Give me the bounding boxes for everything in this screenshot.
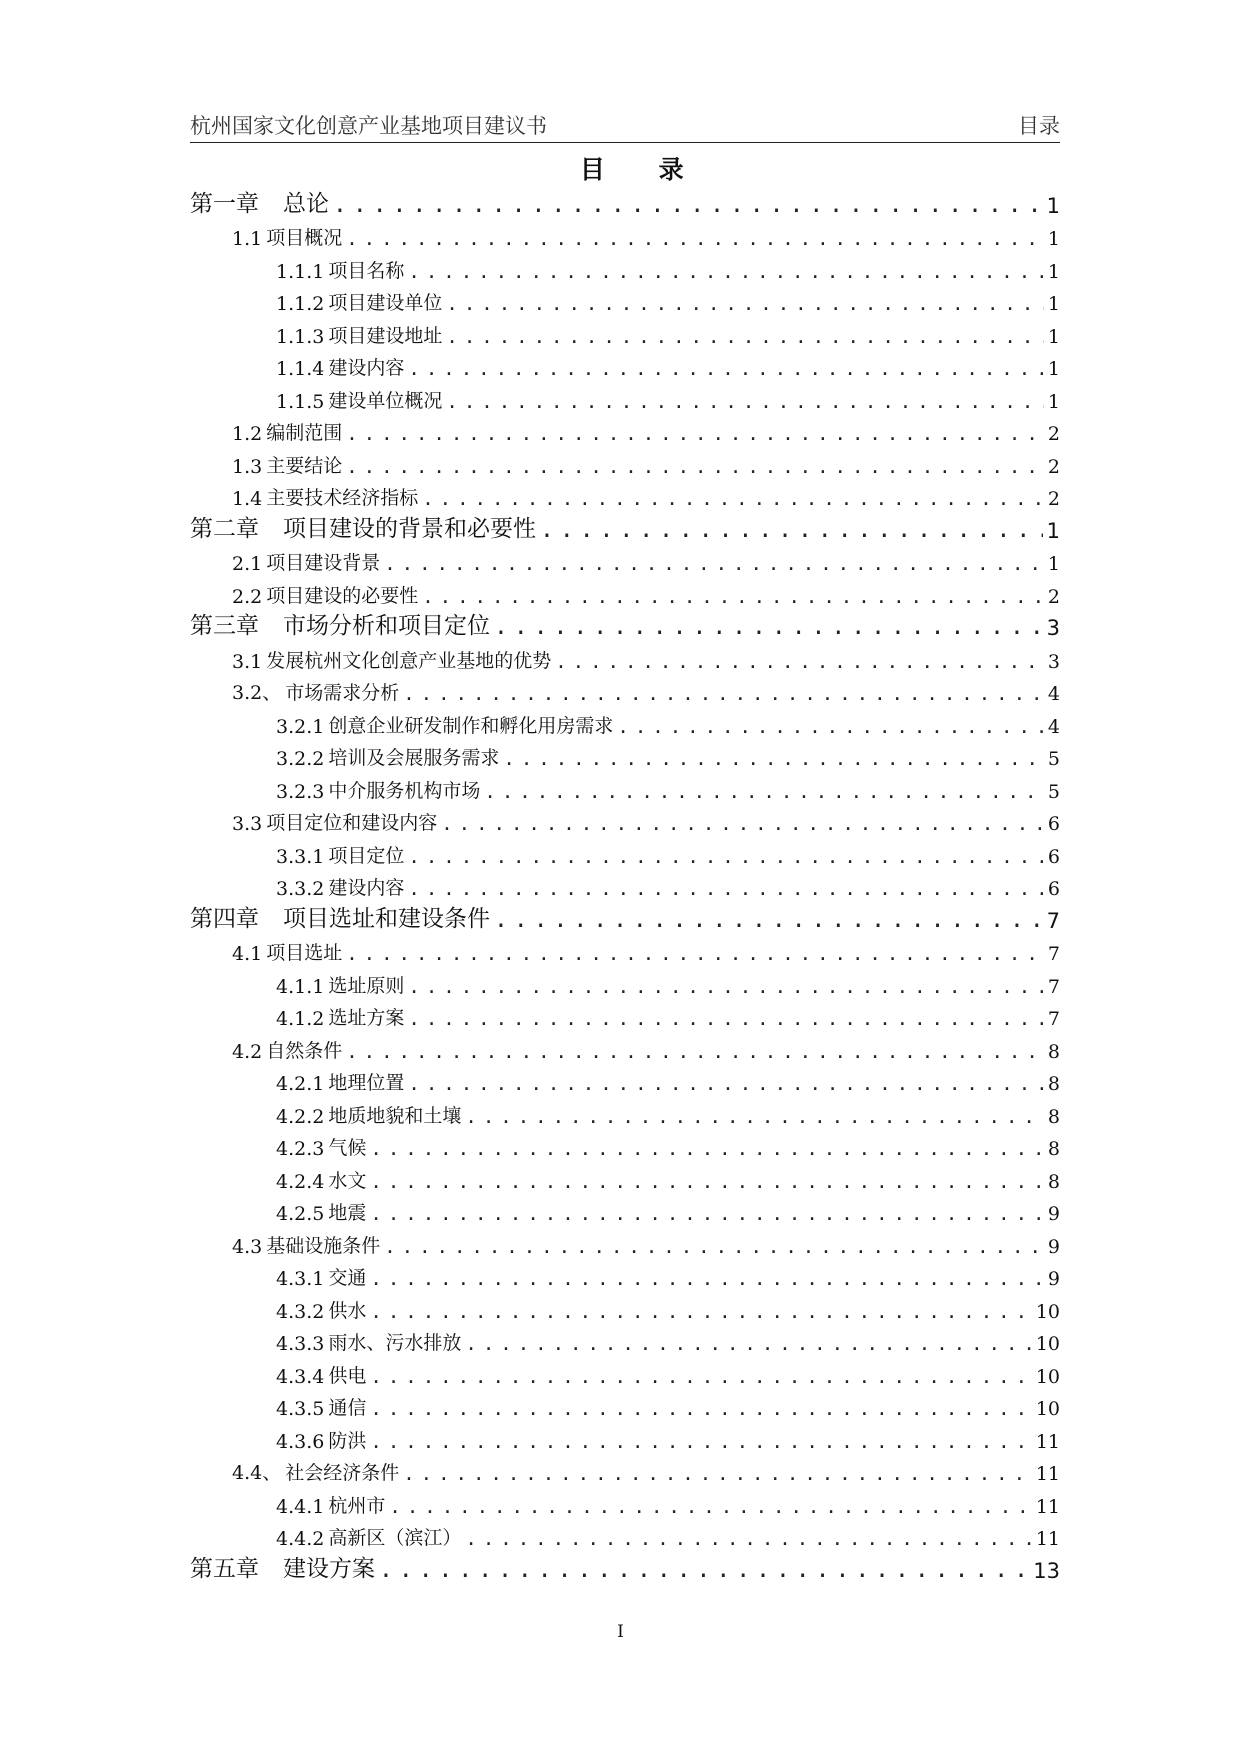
toc-entry-title: 水文 (328, 1169, 367, 1192)
toc-entry-page: 11 (1035, 1463, 1060, 1485)
toc-leader-dots (408, 1008, 1044, 1030)
toc-entry-title: 项目选址 (266, 942, 343, 964)
toc-leader-dots (422, 488, 1044, 510)
toc-leader-dots (617, 716, 1044, 738)
toc-entry-page: 2 (1047, 455, 1060, 478)
toc-entry-title: 供水 (328, 1299, 367, 1322)
toc-entry-number: 1.2 (232, 423, 263, 445)
toc-leader-dots (346, 943, 1044, 965)
toc-leader-dots (389, 1496, 1031, 1518)
toc-entry[interactable] (190, 835, 1060, 868)
toc-entry-number: 1.1 (232, 228, 263, 250)
toc-leader-dots (465, 1528, 1031, 1550)
toc-entry-page: 1 (1047, 260, 1060, 283)
toc-entry-number: 4.2.2 (276, 1105, 325, 1128)
toc-leader-dots (408, 846, 1044, 868)
toc-leader-dots (540, 517, 1043, 543)
toc-entry[interactable] (190, 1453, 1060, 1486)
toc-entry-page: 9 (1047, 1203, 1060, 1225)
toc-entry-number: 4.3.2 (276, 1300, 325, 1323)
toc-entry-number: 3.2.3 (276, 780, 325, 803)
toc-entry-title: 建设内容 (328, 877, 405, 899)
toc-entry-title: 通信 (328, 1397, 367, 1419)
toc-entry-page: 1 (1047, 293, 1060, 315)
toc-entry[interactable] (190, 1420, 1060, 1453)
toc-entry-page: 2 (1047, 423, 1060, 445)
toc-leader-dots (408, 1073, 1044, 1095)
toc-entry-number: 3.3.1 (276, 845, 325, 868)
toc-entry-title: 发展杭州文化创意产业基地的优势 (266, 649, 552, 672)
toc-entry-page: 9 (1047, 1235, 1060, 1258)
toc-leader-dots (370, 1138, 1044, 1160)
toc-entry[interactable] (190, 998, 1060, 1031)
toc-entry-page: 1 (1047, 228, 1060, 250)
toc-entry-number: 4.3 (232, 1235, 263, 1258)
toc-entry[interactable] (190, 1193, 1060, 1226)
toc-entry[interactable] (190, 250, 1060, 283)
toc-entry-title: 社会经济条件 (285, 1462, 400, 1484)
toc-entry-page: 8 (1047, 1105, 1060, 1128)
toc-entry-page: 2 (1047, 488, 1060, 510)
toc-entry-title: 建设方案 (283, 1555, 375, 1582)
toc-entry[interactable] (190, 1355, 1060, 1388)
toc-entry-page: 1 (1047, 390, 1060, 413)
toc-leader-dots (370, 1268, 1044, 1290)
toc-entry-title: 项目建设背景 (266, 552, 381, 574)
toc-leader-dots (446, 391, 1044, 413)
toc-entry-page: 1 (1046, 193, 1060, 218)
toc-entry-number: 第一章 (190, 190, 259, 217)
document-title: 杭州国家文化创意产业基地项目建议书 (190, 114, 547, 138)
toc-entry-number: 4.4.2 (276, 1528, 325, 1550)
toc-leader-dots (465, 1333, 1031, 1355)
page-number: I (617, 1622, 624, 1642)
toc-leader-dots (384, 553, 1044, 575)
toc-entry-title: 项目名称 (328, 259, 405, 282)
toc-entry-number: 4.1.1 (276, 975, 325, 998)
toc-entry-title: 项目定位 (328, 844, 405, 867)
toc-entry[interactable] (190, 1160, 1060, 1193)
toc-entry-number: 1.4 (232, 488, 263, 510)
toc-entry[interactable] (190, 283, 1060, 316)
table-of-contents (190, 185, 1060, 1583)
toc-leader-dots (333, 192, 1043, 218)
toc-entry[interactable] (190, 738, 1060, 771)
toc-entry-number: 1.1.3 (276, 325, 325, 348)
toc-entry-number: 4.2.3 (276, 1138, 325, 1160)
toc-entry-title: 建设内容 (328, 357, 405, 379)
toc-entry-title: 创意企业研发制作和孵化用房需求 (328, 714, 614, 737)
toc-entry-title: 建设单位概况 (328, 389, 443, 412)
toc-leader-dots (408, 358, 1044, 380)
toc-entry-title: 选址原则 (328, 974, 405, 997)
toc-entry-page: 4 (1047, 683, 1060, 705)
toc-entry-title: 项目建设的必要性 (266, 584, 419, 607)
toc-entry-number: 4.4、 (232, 1462, 282, 1484)
toc-entry-number: 3.2、 (232, 682, 282, 704)
toc-leader-dots (403, 1463, 1032, 1485)
toc-entry[interactable] (190, 1388, 1060, 1421)
toc-entry-number: 4.2 (232, 1040, 263, 1063)
toc-leader-dots (346, 456, 1044, 478)
toc-entry-page: 4 (1047, 715, 1060, 738)
toc-entry[interactable] (190, 1550, 1060, 1583)
toc-leader-dots (384, 1236, 1044, 1258)
toc-entry[interactable] (190, 218, 1060, 251)
toc-entry-title: 交通 (328, 1267, 367, 1289)
toc-entry-title: 地震 (328, 1202, 367, 1224)
toc-entry[interactable] (190, 608, 1060, 641)
toc-leader-dots (370, 1301, 1031, 1323)
toc-entry-page: 7 (1047, 975, 1060, 998)
toc-entry-title: 市场需求分析 (285, 682, 400, 704)
toc-entry-number: 2.2 (232, 585, 263, 608)
toc-entry-number: 2.1 (232, 553, 263, 575)
toc-entry-title: 供电 (328, 1364, 367, 1387)
toc-entry-number: 3.3.2 (276, 878, 325, 900)
toc-leader-dots (346, 228, 1044, 250)
toc-entry-page: 10 (1035, 1398, 1060, 1420)
toc-leader-dots (370, 1171, 1044, 1193)
toc-entry-number: 4.2.5 (276, 1203, 325, 1225)
toc-entry-number: 1.1.5 (276, 390, 325, 413)
toc-entry[interactable] (190, 185, 1060, 218)
toc-entry-number: 3.1 (232, 650, 263, 673)
toc-entry-title: 地理位置 (328, 1072, 405, 1094)
toc-leader-dots (346, 423, 1044, 445)
toc-entry-page: 13 (1033, 1558, 1060, 1583)
toc-entry-title: 基础设施条件 (266, 1234, 381, 1257)
toc-entry-page: 1 (1047, 358, 1060, 380)
toc-entry[interactable] (190, 1518, 1060, 1551)
toc-leader-dots (370, 1366, 1031, 1388)
toc-entry-title: 市场分析和项目定位 (283, 613, 490, 639)
toc-entry[interactable] (190, 575, 1060, 608)
toc-entry-title: 地质地貌和土壤 (328, 1104, 462, 1127)
toc-entry[interactable] (190, 933, 1060, 966)
toc-leader-dots (441, 813, 1044, 835)
toc-entry[interactable] (190, 413, 1060, 446)
toc-entry[interactable] (190, 1030, 1060, 1063)
toc-entry-page: 7 (1047, 943, 1060, 965)
toc-entry-page: 7 (1047, 1008, 1060, 1030)
toc-entry[interactable] (190, 478, 1060, 511)
toc-leader-dots (408, 976, 1044, 998)
toc-entry-number: 第五章 (190, 1555, 259, 1582)
toc-leader-dots (370, 1431, 1031, 1453)
toc-entry-title: 气候 (328, 1137, 367, 1159)
toc-entry-title: 项目定位和建设内容 (266, 812, 438, 834)
toc-entry-page: 3 (1047, 650, 1060, 673)
toc-entry-page: 7 (1046, 908, 1060, 933)
toc-entry-page: 1 (1047, 325, 1060, 348)
toc-entry-number: 4.3.6 (276, 1430, 325, 1453)
toc-entry[interactable] (190, 1225, 1060, 1258)
toc-entry-page: 2 (1047, 585, 1060, 608)
toc-entry-title: 选址方案 (328, 1007, 405, 1029)
toc-entry[interactable] (190, 543, 1060, 576)
toc-entry-page: 10 (1035, 1333, 1060, 1355)
toc-entry-title: 项目建设地址 (328, 324, 443, 347)
toc-entry-number: 4.2.4 (276, 1170, 325, 1193)
toc-entry-title: 总论 (283, 190, 329, 217)
toc-entry-number: 3.2.1 (276, 715, 325, 738)
toc-entry[interactable] (190, 640, 1060, 673)
toc-entry[interactable] (190, 868, 1060, 901)
toc-entry-page: 5 (1047, 780, 1060, 803)
toc-entry-number: 1.1.4 (276, 358, 325, 380)
toc-entry[interactable] (190, 673, 1060, 706)
toc-entry-page: 11 (1035, 1495, 1060, 1518)
toc-entry-number: 第四章 (190, 905, 259, 932)
toc-leader-dots (422, 586, 1044, 608)
toc-entry-title: 项目概况 (266, 227, 343, 249)
toc-entry-title: 主要结论 (266, 454, 343, 477)
toc-entry-number: 1.1.1 (276, 260, 325, 283)
toc-entry[interactable] (190, 965, 1060, 998)
toc-entry[interactable] (190, 348, 1060, 381)
toc-entry-page: 11 (1035, 1528, 1060, 1550)
toc-entry-page: 10 (1035, 1300, 1060, 1323)
toc-entry-number: 4.3.4 (276, 1365, 325, 1388)
toc-entry[interactable] (190, 445, 1060, 478)
toc-entry-page: 6 (1047, 845, 1060, 868)
toc-entry-number: 1.3 (232, 455, 263, 478)
toc-entry-title: 编制范围 (266, 422, 343, 444)
toc-leader-dots (446, 293, 1044, 315)
toc-entry-title: 培训及会展服务需求 (328, 747, 500, 769)
toc-entry-title: 高新区（滨江） (328, 1527, 462, 1549)
toc-leader-dots (555, 651, 1044, 673)
toc-entry-number: 第三章 (190, 613, 259, 639)
toc-entry[interactable] (190, 1258, 1060, 1291)
toc-entry[interactable] (190, 1095, 1060, 1128)
toc-entry-page: 8 (1047, 1170, 1060, 1193)
toc-entry[interactable] (190, 900, 1060, 933)
toc-entry[interactable] (190, 770, 1060, 803)
toc-entry-number: 4.2.1 (276, 1073, 325, 1095)
toc-entry-title: 杭州市 (328, 1494, 386, 1517)
toc-entry-number: 4.4.1 (276, 1495, 325, 1518)
toc-entry[interactable] (190, 510, 1060, 543)
toc-entry-page: 8 (1047, 1073, 1060, 1095)
toc-leader-dots (403, 683, 1044, 705)
toc-entry-title: 项目建设单位 (328, 292, 443, 314)
toc-entry-page: 9 (1047, 1268, 1060, 1290)
toc-entry-number: 4.3.1 (276, 1268, 325, 1290)
toc-entry[interactable] (190, 380, 1060, 413)
page-header (190, 108, 1060, 142)
toc-entry-page: 8 (1047, 1040, 1060, 1063)
toc-entry-title: 项目选址和建设条件 (283, 905, 490, 932)
toc-entry-number: 4.3.3 (276, 1333, 325, 1355)
toc-entry-page: 6 (1047, 813, 1060, 835)
toc-entry-page: 3 (1046, 616, 1060, 640)
toc-entry[interactable] (190, 1290, 1060, 1323)
toc-entry-number: 4.1.2 (276, 1008, 325, 1030)
toc-entry[interactable] (190, 1323, 1060, 1356)
toc-entry-title: 雨水、污水排放 (328, 1332, 462, 1354)
toc-entry[interactable] (190, 315, 1060, 348)
toc-entry-number: 1.1.2 (276, 293, 325, 315)
toc-leader-dots (446, 326, 1044, 348)
section-label: 目录 (1018, 114, 1060, 138)
toc-entry-number: 3.2.2 (276, 748, 325, 770)
toc-title: 目 录 (579, 155, 707, 184)
toc-entry[interactable] (190, 803, 1060, 836)
toc-entry[interactable] (190, 1063, 1060, 1096)
toc-entry-page: 8 (1047, 1138, 1060, 1160)
toc-entry-title: 自然条件 (266, 1039, 343, 1062)
toc-entry-page: 1 (1046, 518, 1060, 543)
toc-entry-title: 项目建设的背景和必要性 (283, 515, 536, 542)
toc-leader-dots (465, 1106, 1044, 1128)
toc-leader-dots (408, 878, 1044, 900)
toc-entry-number: 4.1 (232, 943, 263, 965)
toc-leader-dots (503, 748, 1044, 770)
toc-leader-dots (379, 1557, 1029, 1583)
toc-entry[interactable] (190, 705, 1060, 738)
toc-leader-dots (346, 1041, 1044, 1063)
toc-entry-page: 11 (1035, 1430, 1060, 1453)
toc-entry-number: 第二章 (190, 515, 259, 542)
toc-leader-dots (494, 907, 1043, 933)
toc-entry-title: 中介服务机构市场 (328, 779, 481, 802)
toc-leader-dots (370, 1203, 1044, 1225)
toc-entry[interactable] (190, 1128, 1060, 1161)
toc-leader-dots (370, 1398, 1031, 1420)
toc-entry-number: 3.3 (232, 813, 263, 835)
toc-leader-dots (484, 781, 1044, 803)
toc-leader-dots (408, 261, 1044, 283)
toc-entry-number: 4.3.5 (276, 1398, 325, 1420)
toc-entry-page: 1 (1047, 553, 1060, 575)
toc-entry-title: 防洪 (328, 1429, 367, 1452)
toc-entry-page: 10 (1035, 1365, 1060, 1388)
toc-entry-page: 5 (1047, 748, 1060, 770)
toc-entry-title: 主要技术经济指标 (266, 487, 419, 509)
header-divider (190, 142, 1060, 143)
toc-entry[interactable] (190, 1485, 1060, 1518)
toc-leader-dots (494, 614, 1043, 640)
toc-entry-page: 6 (1047, 878, 1060, 900)
